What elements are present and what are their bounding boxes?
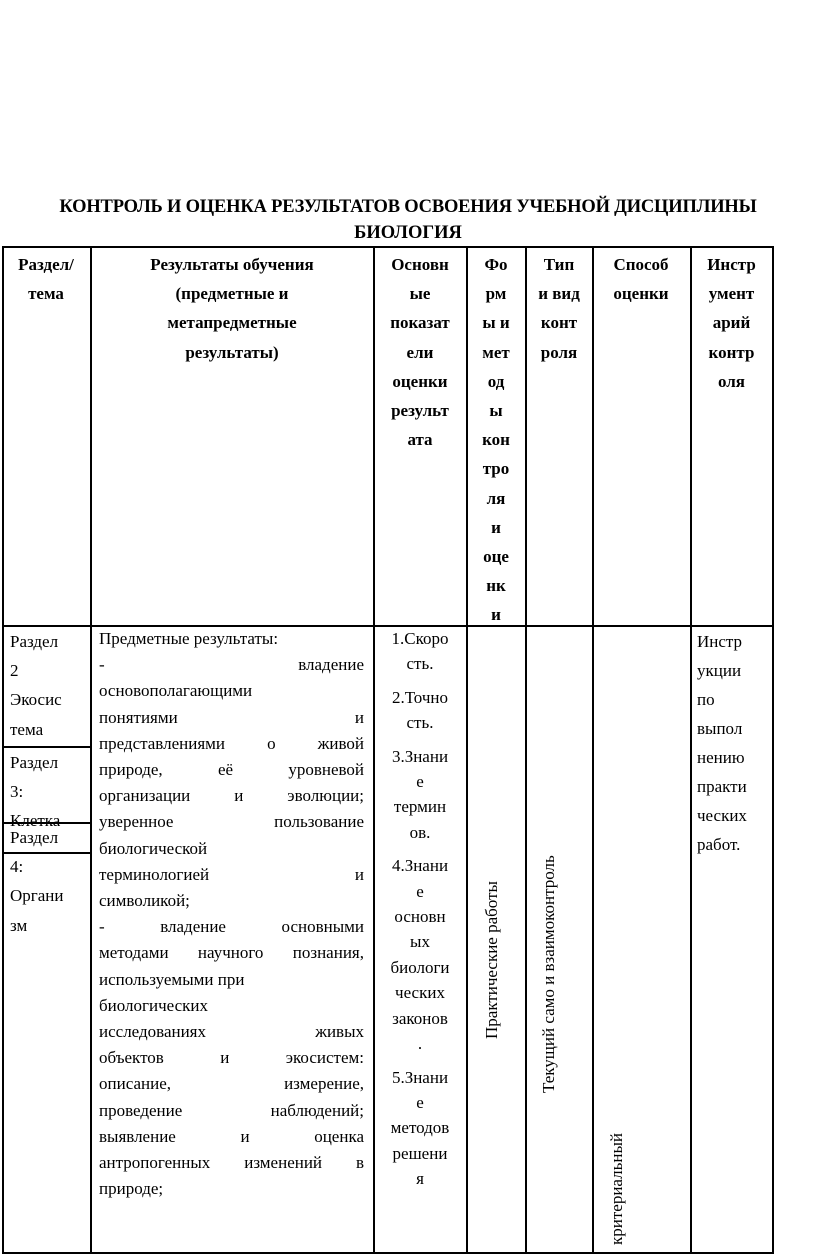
results-line: биологических	[99, 995, 208, 1015]
instrument-instructions: Инстр укции по выпол нению практи ческих работ.	[697, 632, 747, 854]
header-control-type: Тип и вид конт роля	[538, 255, 580, 362]
results-line: методами научного познания,	[99, 943, 364, 963]
indicators-list	[378, 626, 462, 1200]
method-criterial: критериальный	[607, 1133, 626, 1245]
table-bottom-border	[2, 1252, 773, 1254]
section-4-organism: Раздел 4: Органи зм	[10, 828, 64, 935]
results-line: представлениями о живой	[99, 733, 364, 753]
header-forms-methods: Фо рм ы и мет од ы кон тро ля и оце нк и	[482, 255, 510, 625]
results-line: понятиями и	[99, 707, 364, 727]
results-line: объектов и экосистем:	[99, 1048, 364, 1068]
results-line: - владение	[99, 655, 364, 675]
results-line: используемыми при	[99, 969, 245, 989]
results-line: основополагающими	[99, 681, 253, 701]
results-line: исследованиях живых	[99, 1022, 364, 1042]
column-border-2	[373, 246, 375, 1254]
table-top-border	[2, 246, 773, 248]
forms-practical-works: Практические работы	[482, 881, 501, 1039]
column-border-5	[592, 246, 594, 1254]
results-line: символикой;	[99, 891, 190, 911]
control-type-current: Текущий само и взаимоконтроль	[539, 855, 558, 1093]
section-2-ecosystem: Раздел 2 Экосис тема	[10, 632, 62, 739]
header-section: Раздел/ тема	[18, 255, 74, 304]
results-line: природе, её уровневой	[99, 760, 364, 780]
header-instrument: Инстр умент арий контр оля	[707, 255, 756, 391]
title-line-1: КОНТРОЛЬ И ОЦЕНКА РЕЗУЛЬТАТОВ ОСВОЕНИЯ УЧЕБНОЙ ДИСЦИПЛИНЫ	[59, 197, 757, 217]
indicator-accuracy: 2.Точно сть.	[391, 687, 449, 733]
results-line: терминологией и	[99, 864, 364, 884]
header-results: Результаты обучения (предметные и метапредметные результаты)	[150, 255, 314, 362]
results-line: описание, измерение,	[99, 1074, 364, 1094]
indicator-terms: 3.Знани е термин ов.	[391, 746, 449, 842]
results-line: биологической	[99, 838, 208, 858]
results-line: уверенное пользование	[99, 812, 364, 832]
column-border-0	[2, 246, 4, 1254]
results-line: проведение наблюдений;	[99, 1100, 364, 1120]
header-assessment-method: Способ оценки	[613, 255, 669, 304]
results-line: природе;	[99, 1179, 164, 1199]
results-line: выявление и оценка	[99, 1126, 364, 1146]
learning-results-text	[99, 626, 364, 1202]
results-line: - владение основными	[99, 917, 364, 937]
column-border-1	[90, 246, 92, 1254]
header-indicators: Основн ые показат ели оценки результ ата	[390, 255, 450, 450]
results-line: антропогенных изменений в	[99, 1153, 364, 1173]
results-line: организации и эволюции;	[99, 786, 364, 806]
column-border-6	[690, 246, 692, 1254]
title-line-2: БИОЛОГИЯ	[354, 223, 462, 243]
indicator-speed: 1.Скоро сть.	[391, 629, 449, 674]
indicator-methods: 5.Знани е методов решени я	[390, 1067, 450, 1189]
column-border-7	[772, 246, 774, 1254]
section-3-cell: Раздел 3: Клетка	[10, 753, 61, 831]
results-line: Предметные результаты:	[99, 629, 279, 648]
indicator-laws: 4.Знани е основн ых биологи ческих законов .	[390, 856, 450, 1054]
column-border-4	[525, 246, 527, 1254]
